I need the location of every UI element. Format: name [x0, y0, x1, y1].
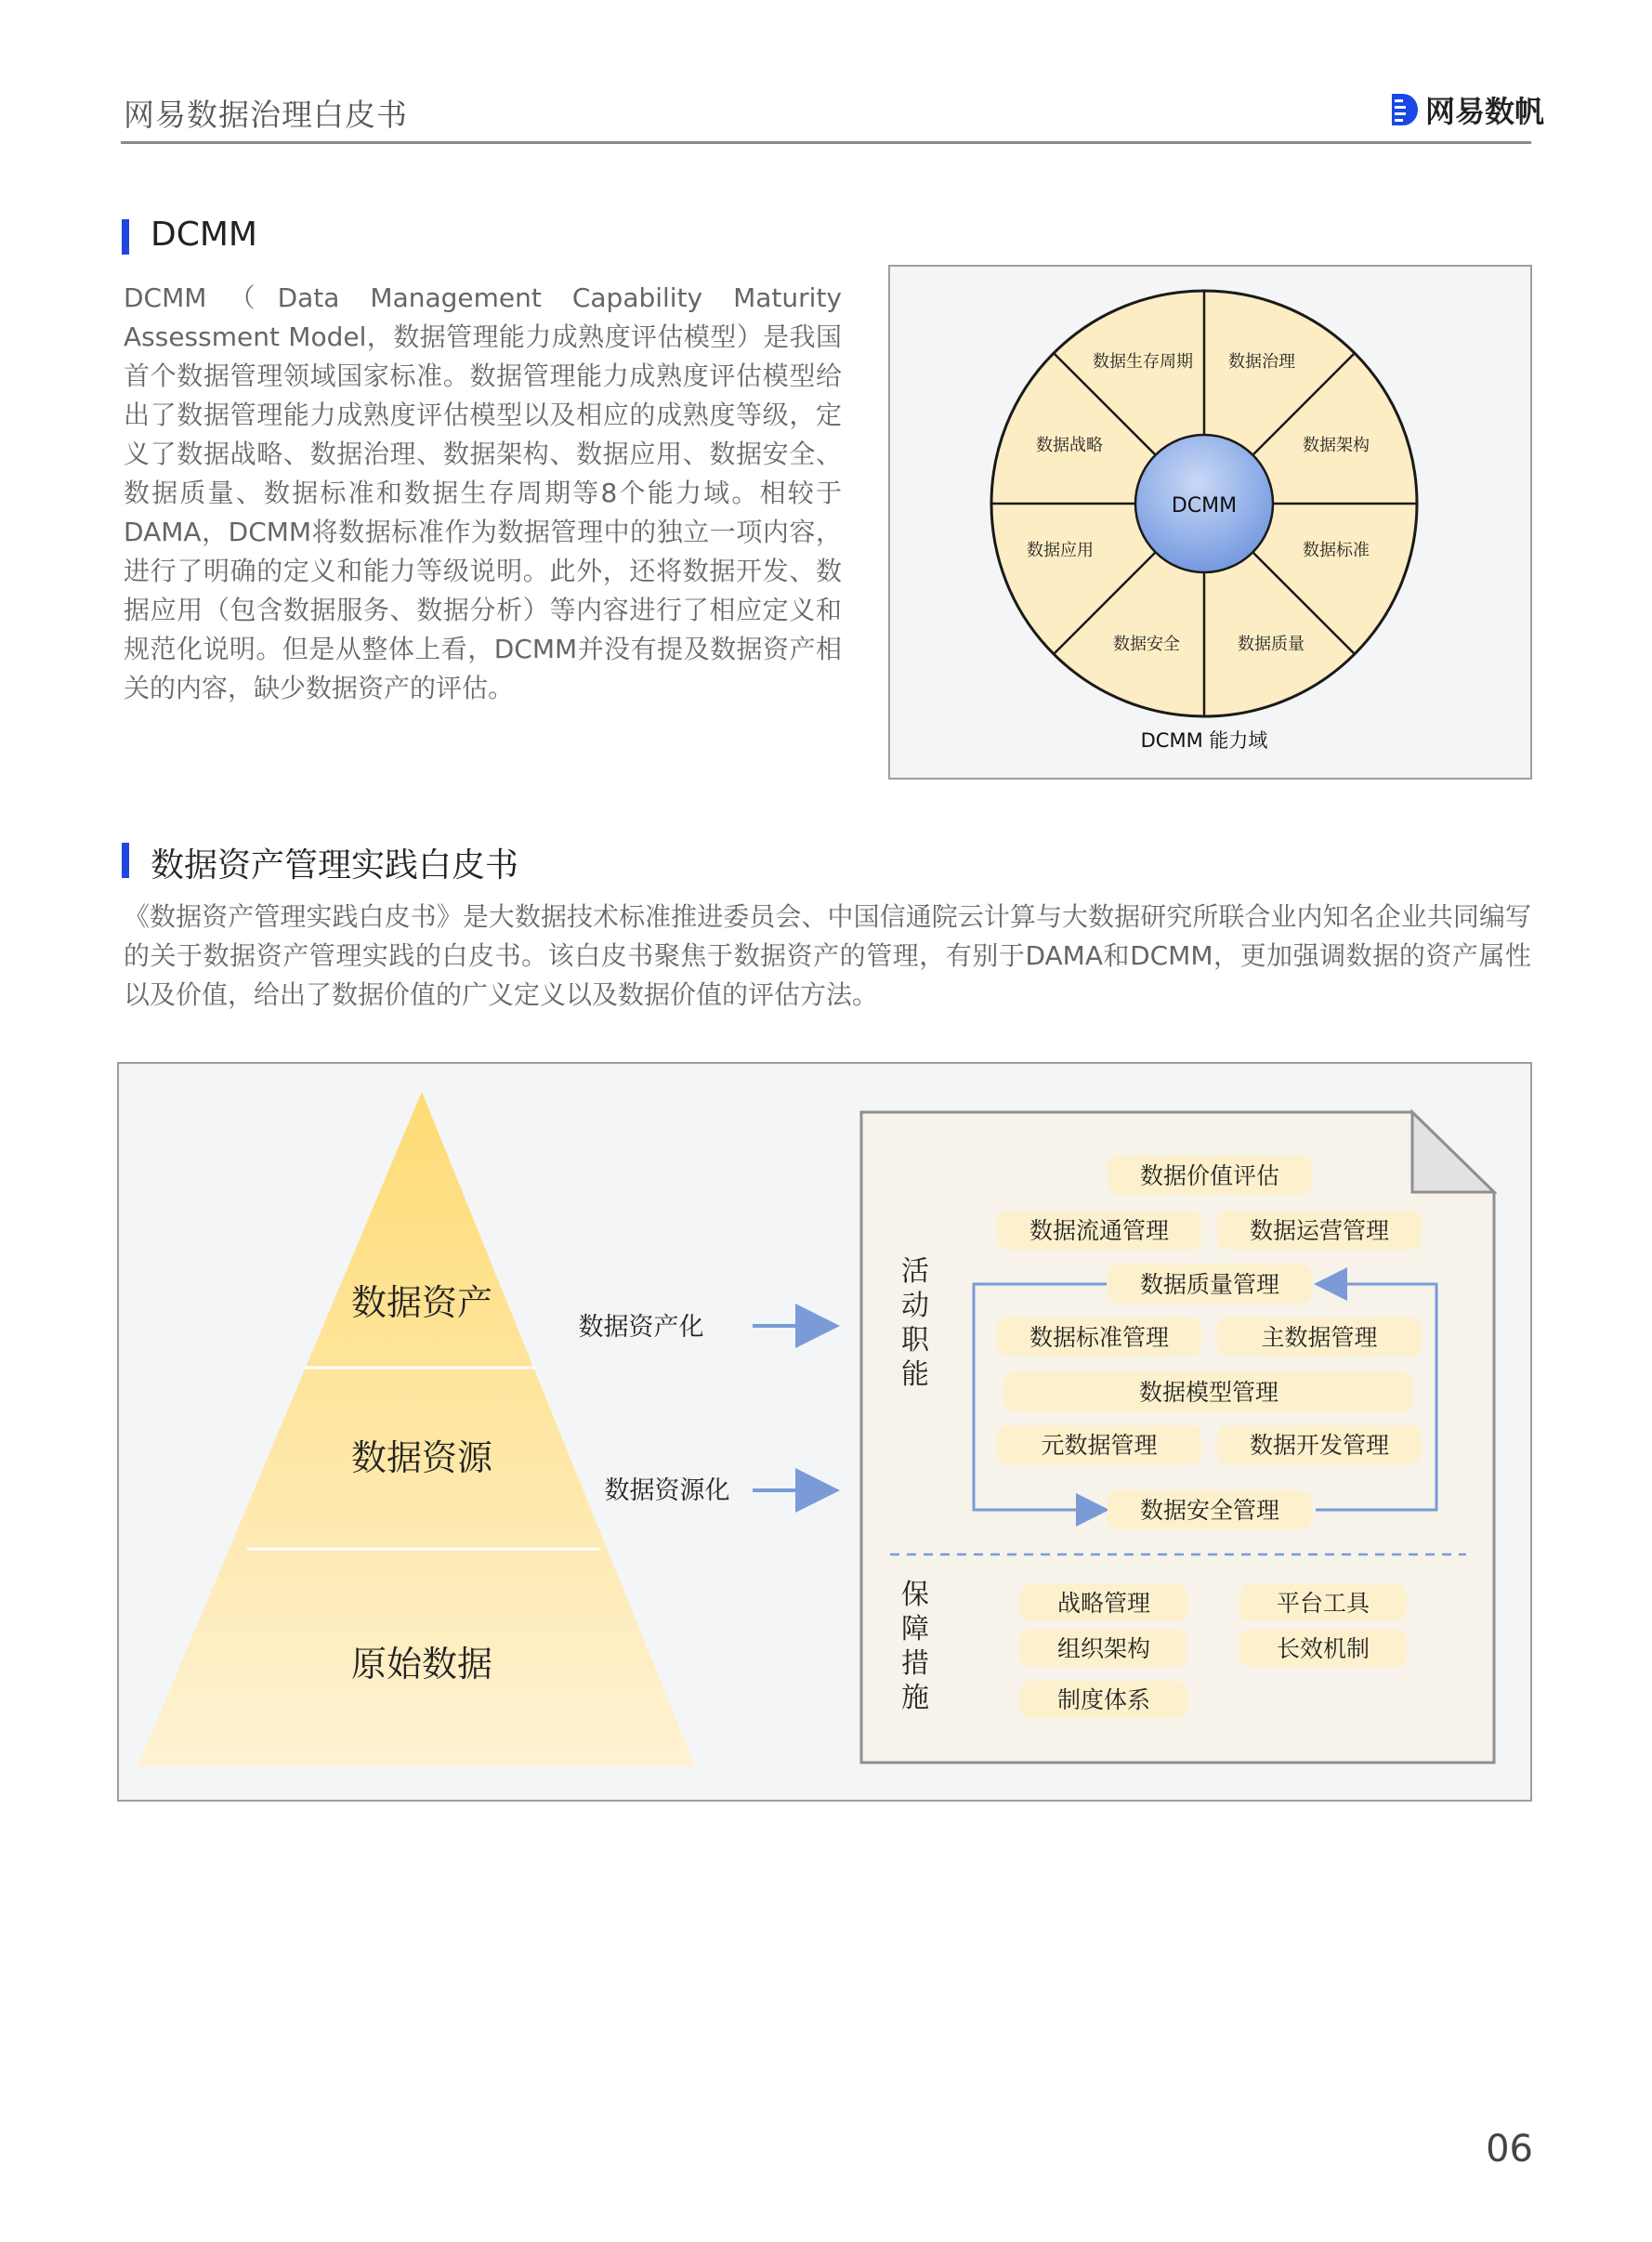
safeguard-policy: 制度体系 — [1056, 1686, 1151, 1713]
section-title-dcmm: DCMM — [151, 216, 257, 254]
dcmm-wheel — [890, 267, 1530, 778]
activity-metadata: 元数据管理 — [1041, 1432, 1158, 1459]
group-labels — [0, 0, 1, 1]
brand-logo — [1390, 89, 1544, 130]
segment-quality: 数据质量 — [1238, 635, 1305, 654]
pyramid-level-raw: 原始数据 — [350, 1644, 493, 1685]
arrow-label-resourcing: 数据资源化 — [604, 1476, 730, 1505]
activity-model: 数据模型管理 — [1138, 1379, 1279, 1406]
logo-text: 网易数帆 — [1425, 94, 1545, 129]
activities-char-4: 能 — [901, 1358, 929, 1391]
activity-security: 数据安全管理 — [1139, 1497, 1280, 1524]
asset-whitepaper-paragraph: 《数据资产管理实践白皮书》是大数据技术标准推进委员会、中国信通院云计算与大数据研究所联合业内知名企业共同编写的关于数据资产管理实践的白皮书。该白皮书聚焦于数据资产的管理，有别于DAMA和DCMM，更加强调数据的资产属性以及价值，给出了数据价值的广义定义以及数据价值的评估方法。 — [124, 901, 1531, 1010]
segment-security: 数据安全 — [1113, 635, 1180, 654]
activities-char-2: 动 — [901, 1290, 929, 1322]
segment-strategy: 数据战略 — [1036, 436, 1103, 455]
activities-char-1: 活 — [901, 1255, 929, 1288]
dcmm-figure — [888, 265, 1532, 780]
safeguard-platform: 平台工具 — [1276, 1590, 1370, 1617]
segment-application: 数据应用 — [1027, 541, 1094, 560]
segment-governance: 数据治理 — [1228, 352, 1295, 372]
netease-shufan-logo-icon — [1390, 92, 1418, 127]
activity-circulation: 数据流通管理 — [1029, 1217, 1170, 1244]
pyramid-level-resource: 数据资源 — [350, 1437, 493, 1478]
activity-standard: 数据标准管理 — [1029, 1324, 1170, 1351]
activities-char-3: 职 — [901, 1324, 929, 1357]
pyramid-level-asset: 数据资产 — [350, 1282, 493, 1323]
section-title-asset-whitepaper: 数据资产管理实践白皮书 — [151, 846, 519, 885]
wheel-center-label: DCMM — [1171, 494, 1238, 518]
arrow-label-assetization: 数据资产化 — [578, 1313, 704, 1342]
safeguard-mechanism: 长效机制 — [1276, 1635, 1370, 1662]
segment-lifecycle: 数据生存周期 — [1093, 352, 1193, 372]
dcmm-paragraph: DCMM（Data Management Capability Maturity Assessment Model，数据管理能力成熟度评估模型）是我国首个数据管理领域国家标准。数据管理能力成熟度评估模型给出了数据管理能力成熟度评估模型以及相应的成熟度等级，定义了数据战略、数据治理、数据架构、数据应用、数据安全、数据质量、数据标准和数据生存周期等8个能力域。相较于DAMA，DCMM将数据标准作为数据管理中的独立一项内容，进行了明确的定义和能力等级说明。此外，还将数据开发、数据应用（包含数据服务、数据分析）等内容进行了相应定义和规范化说明。但是从整体上看，DCMM并没有提及数据资产相关的内容，缺少数据资产的评估。 — [124, 282, 842, 703]
asset-figure-canvas — [119, 1064, 1530, 1800]
safeguards-char-2: 障 — [901, 1613, 929, 1645]
safeguards-char-4: 施 — [901, 1682, 929, 1714]
activity-value-assessment: 数据价值评估 — [1139, 1162, 1280, 1189]
document-title: 网易数据治理白皮书 — [124, 97, 408, 133]
safeguard-organization: 组织架构 — [1056, 1635, 1151, 1662]
safeguard-strategy: 战略管理 — [1056, 1590, 1151, 1617]
safeguards-char-1: 保 — [901, 1579, 929, 1611]
safeguards-char-3: 措 — [901, 1647, 929, 1680]
asset-management-figure — [117, 1062, 1532, 1802]
figure-caption: DCMM 能力域 — [1140, 729, 1268, 752]
page-number: 06 — [1486, 2128, 1533, 2170]
activity-development: 数据开发管理 — [1249, 1432, 1390, 1459]
activity-operation: 数据运营管理 — [1249, 1217, 1390, 1244]
segment-standard: 数据标准 — [1303, 541, 1370, 560]
activity-quality: 数据质量管理 — [1139, 1271, 1280, 1298]
activity-master-data: 主数据管理 — [1261, 1324, 1378, 1351]
segment-architecture: 数据架构 — [1303, 436, 1370, 455]
section-marker — [122, 219, 129, 255]
folded-corner — [1412, 1112, 1494, 1192]
section-marker — [122, 843, 129, 878]
header-divider — [121, 141, 1531, 144]
